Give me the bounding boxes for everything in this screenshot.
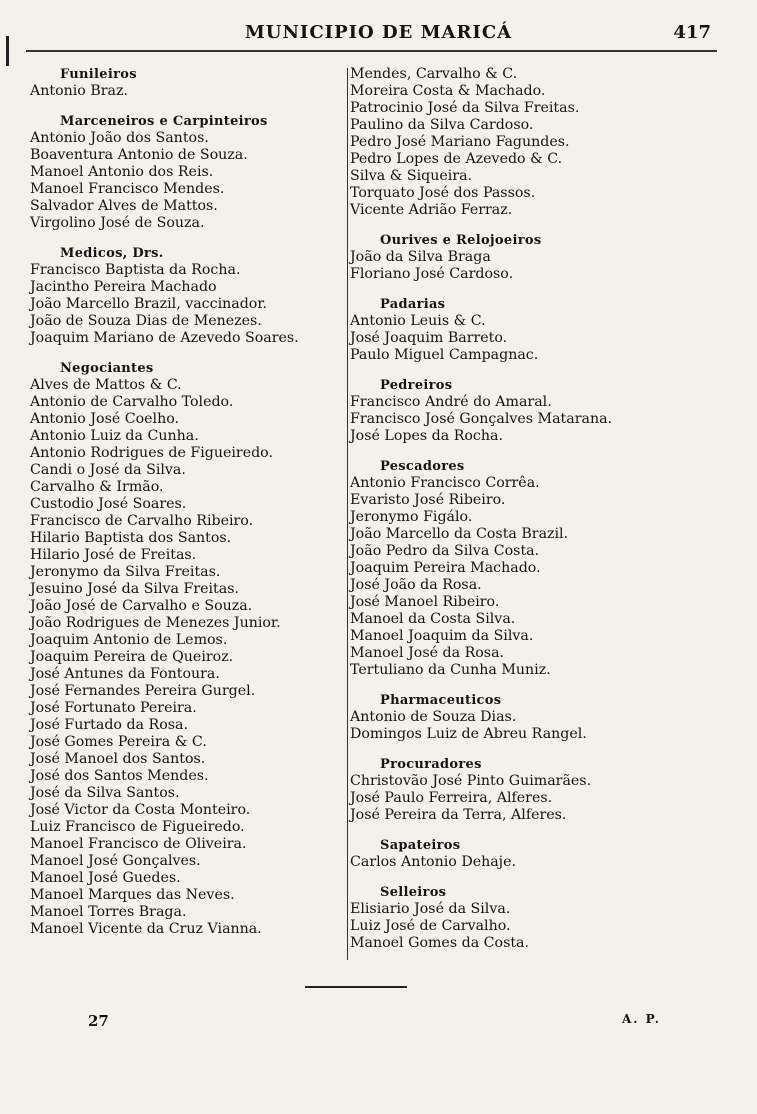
- left-column: [30, 66, 330, 938]
- directory-entry: Antonio José Coelho.: [30, 411, 180, 427]
- directory-section: [30, 360, 330, 938]
- directory-section: [30, 245, 330, 347]
- directory-entry: Boaventura Antonio de Souza.: [30, 147, 248, 163]
- directory-entry: João Marcello Brazil, vaccinador.: [30, 296, 268, 312]
- directory-entry: Jacintho Pereira Machado: [30, 279, 217, 295]
- directory-entry: José Fernandes Pereira Gurgel.: [30, 683, 256, 699]
- directory-entry: Alves de Mattos & C.: [30, 377, 182, 393]
- directory-entry: Evaristo José Ribeiro.: [350, 492, 506, 508]
- directory-entry: Francisco Baptista da Rocha.: [30, 262, 241, 278]
- page-header: [0, 14, 757, 54]
- directory-entry: Paulo Miguel Campagnac.: [350, 347, 539, 363]
- directory-entry: José Joaquim Barreto.: [350, 330, 508, 346]
- directory-entry: Joaquim Antonio de Lemos.: [30, 632, 228, 648]
- directory-entry: Luiz José de Carvalho.: [350, 918, 511, 934]
- directory-entry: Hilario Baptista dos Santos.: [30, 530, 232, 546]
- directory-section: [30, 66, 330, 100]
- directory-entry: Manoel Francisco de Oliveira.: [30, 836, 247, 852]
- directory-entry: José Paulo Ferreira, Alferes.: [350, 790, 553, 806]
- directory-entry: Antonio Rodrigues de Figueiredo.: [30, 445, 273, 461]
- directory-entry: Pedro Lopes de Azevedo & C.: [350, 151, 563, 167]
- directory-section: [350, 377, 650, 445]
- directory-entry: Manoel Gomes da Costa.: [350, 935, 530, 951]
- directory-entry: José Antunes da Fontoura.: [30, 666, 220, 682]
- directory-entry: Manoel Torres Braga.: [30, 904, 187, 920]
- directory-entry: Candi o José da Silva.: [30, 462, 186, 478]
- directory-entry: Silva & Siqueira.: [350, 168, 473, 184]
- printer-initials: A. P.: [622, 1012, 661, 1026]
- directory-entry: Manoel Marques das Neves.: [30, 887, 235, 903]
- directory-entry: Manoel José Gonçalves.: [30, 853, 201, 869]
- page-number: 417: [673, 22, 711, 43]
- column-divider: [347, 68, 348, 960]
- directory-entry: José Manoel dos Santos.: [30, 751, 206, 767]
- directory-section: [350, 837, 650, 871]
- directory-entry: Manoel Joaquim da Silva.: [350, 628, 534, 644]
- directory-entry: José Manoel Ribeiro.: [350, 594, 500, 610]
- directory-entry: José Fortunato Pereira.: [30, 700, 197, 716]
- section-heading: Procuradores: [380, 757, 482, 772]
- directory-entry: Hilario José de Freitas.: [30, 547, 197, 563]
- page-title: MUNICIPIO DE MARICÁ: [244, 22, 513, 43]
- directory-entry: Manoel José Guedes.: [30, 870, 181, 886]
- directory-entry: Francisco de Carvalho Ribeiro.: [30, 513, 254, 529]
- directory-section: [350, 458, 650, 679]
- directory-entry: Antonio Braz.: [30, 83, 129, 99]
- directory-entry: Carlos Antonio Dehaje.: [350, 854, 516, 870]
- section-heading: Padarias: [380, 297, 446, 312]
- directory-entry: Moreira Costa & Machado.: [350, 83, 546, 99]
- directory-entry: Custodio José Soares.: [30, 496, 187, 512]
- directory-entry: Antonio Luiz da Cunha.: [30, 428, 199, 444]
- section-heading: Pescadores: [380, 459, 465, 474]
- section-heading: Pedreiros: [380, 378, 453, 393]
- directory-entry: Manoel Francisco Mendes.: [30, 181, 225, 197]
- directory-entry: Elisiario José da Silva.: [350, 901, 511, 917]
- directory-entry: João Rodrigues de Menezes Junior.: [30, 615, 281, 631]
- directory-entry: José da Silva Santos.: [30, 785, 180, 801]
- directory-entry: Antonio João dos Santos.: [30, 130, 209, 146]
- directory-entry: Pedro José Mariano Fagundes.: [350, 134, 570, 150]
- directory-entry: José dos Santos Mendes.: [30, 768, 209, 784]
- section-heading: Marceneiros e Carpinteiros: [60, 114, 268, 129]
- directory-entry: Jeronymo Figálo.: [350, 509, 473, 525]
- section-heading: Funileiros: [60, 67, 137, 82]
- directory-section: [350, 692, 650, 743]
- directory-entry: Vicente Adrião Ferraz.: [350, 202, 513, 218]
- directory-entry: José Victor da Costa Monteiro.: [30, 802, 251, 818]
- directory-entry: João Marcello da Costa Brazil.: [350, 526, 569, 542]
- directory-entry: Manoel José da Rosa.: [350, 645, 505, 661]
- directory-entry: Salvador Alves de Mattos.: [30, 198, 218, 214]
- directory-entry: Manoel Antonio dos Reis.: [30, 164, 214, 180]
- directory-entry: Jeronymo da Silva Freitas.: [30, 564, 221, 580]
- directory-entry: Carvalho & Irmão.: [30, 479, 164, 495]
- directory-entry: Tertuliano da Cunha Muniz.: [350, 662, 551, 678]
- directory-entry: Francisco José Gonçalves Matarana.: [350, 411, 613, 427]
- folio-number: 27: [88, 1012, 109, 1030]
- directory-entry: Antonio Francisco Corrêa.: [350, 475, 540, 491]
- directory-entry: Domingos Luiz de Abreu Rangel.: [350, 726, 587, 742]
- section-heading: Sapateiros: [380, 838, 461, 853]
- directory-entry: Manoel Vicente da Cruz Vianna.: [30, 921, 262, 937]
- directory-entry: Christovão José Pinto Guimarães.: [350, 773, 592, 789]
- directory-entry: João de Souza Dias de Menezes.: [30, 313, 262, 329]
- section-heading: Selleiros: [380, 885, 447, 900]
- directory-entry: Luiz Francisco de Figueiredo.: [30, 819, 245, 835]
- directory-entry: Antonio Leuis & C.: [350, 313, 486, 329]
- directory-section: [350, 66, 650, 219]
- section-heading: Negociantes: [60, 361, 154, 376]
- section-heading: Pharmaceuticos: [380, 693, 502, 708]
- directory-section: [350, 756, 650, 824]
- directory-entry: José Gomes Pereira & C.: [30, 734, 207, 750]
- directory-entry: Joaquim Pereira Machado.: [350, 560, 541, 576]
- directory-entry: Torquato José dos Passos.: [350, 185, 536, 201]
- directory-entry: Antonio de Souza Dias.: [350, 709, 517, 725]
- directory-entry: Patrocinio José da Silva Freitas.: [350, 100, 580, 116]
- directory-entry: Joaquim Mariano de Azevedo Soares.: [30, 330, 299, 346]
- directory-section: [350, 884, 650, 952]
- directory-section: [350, 232, 650, 283]
- directory-entry: João José de Carvalho e Souza.: [30, 598, 253, 614]
- header-rule: [26, 50, 717, 52]
- directory-section: [350, 296, 650, 364]
- directory-entry: João Pedro da Silva Costa.: [350, 543, 540, 559]
- directory-entry: Mendes, Carvalho & C.: [350, 66, 518, 82]
- directory-entry: Francisco André do Amaral.: [350, 394, 552, 410]
- directory-entry: Antonio de Carvalho Toledo.: [30, 394, 234, 410]
- directory-entry: José Furtado da Rosa.: [30, 717, 188, 733]
- directory-entry: Paulino da Silva Cardoso.: [350, 117, 534, 133]
- directory-entry: José Lopes da Rocha.: [350, 428, 503, 444]
- directory-entry: Virgolino José de Souza.: [30, 215, 205, 231]
- section-heading: Ourives e Relojoeiros: [380, 233, 542, 248]
- directory-entry: José João da Rosa.: [350, 577, 482, 593]
- right-column: [350, 66, 650, 952]
- directory-entry: Manoel da Costa Silva.: [350, 611, 516, 627]
- directory-entry: Floriano José Cardoso.: [350, 266, 514, 282]
- directory-entry: José Pereira da Terra, Alferes.: [350, 807, 567, 823]
- directory-entry: Joaquim Pereira de Queiroz.: [30, 649, 234, 665]
- directory-entry: Jesuino José da Silva Freitas.: [30, 581, 239, 597]
- section-heading: Medicos, Drs.: [60, 246, 164, 261]
- directory-entry: João da Silva Braga: [350, 249, 491, 265]
- footer-rule: [305, 986, 407, 988]
- directory-section: [30, 113, 330, 232]
